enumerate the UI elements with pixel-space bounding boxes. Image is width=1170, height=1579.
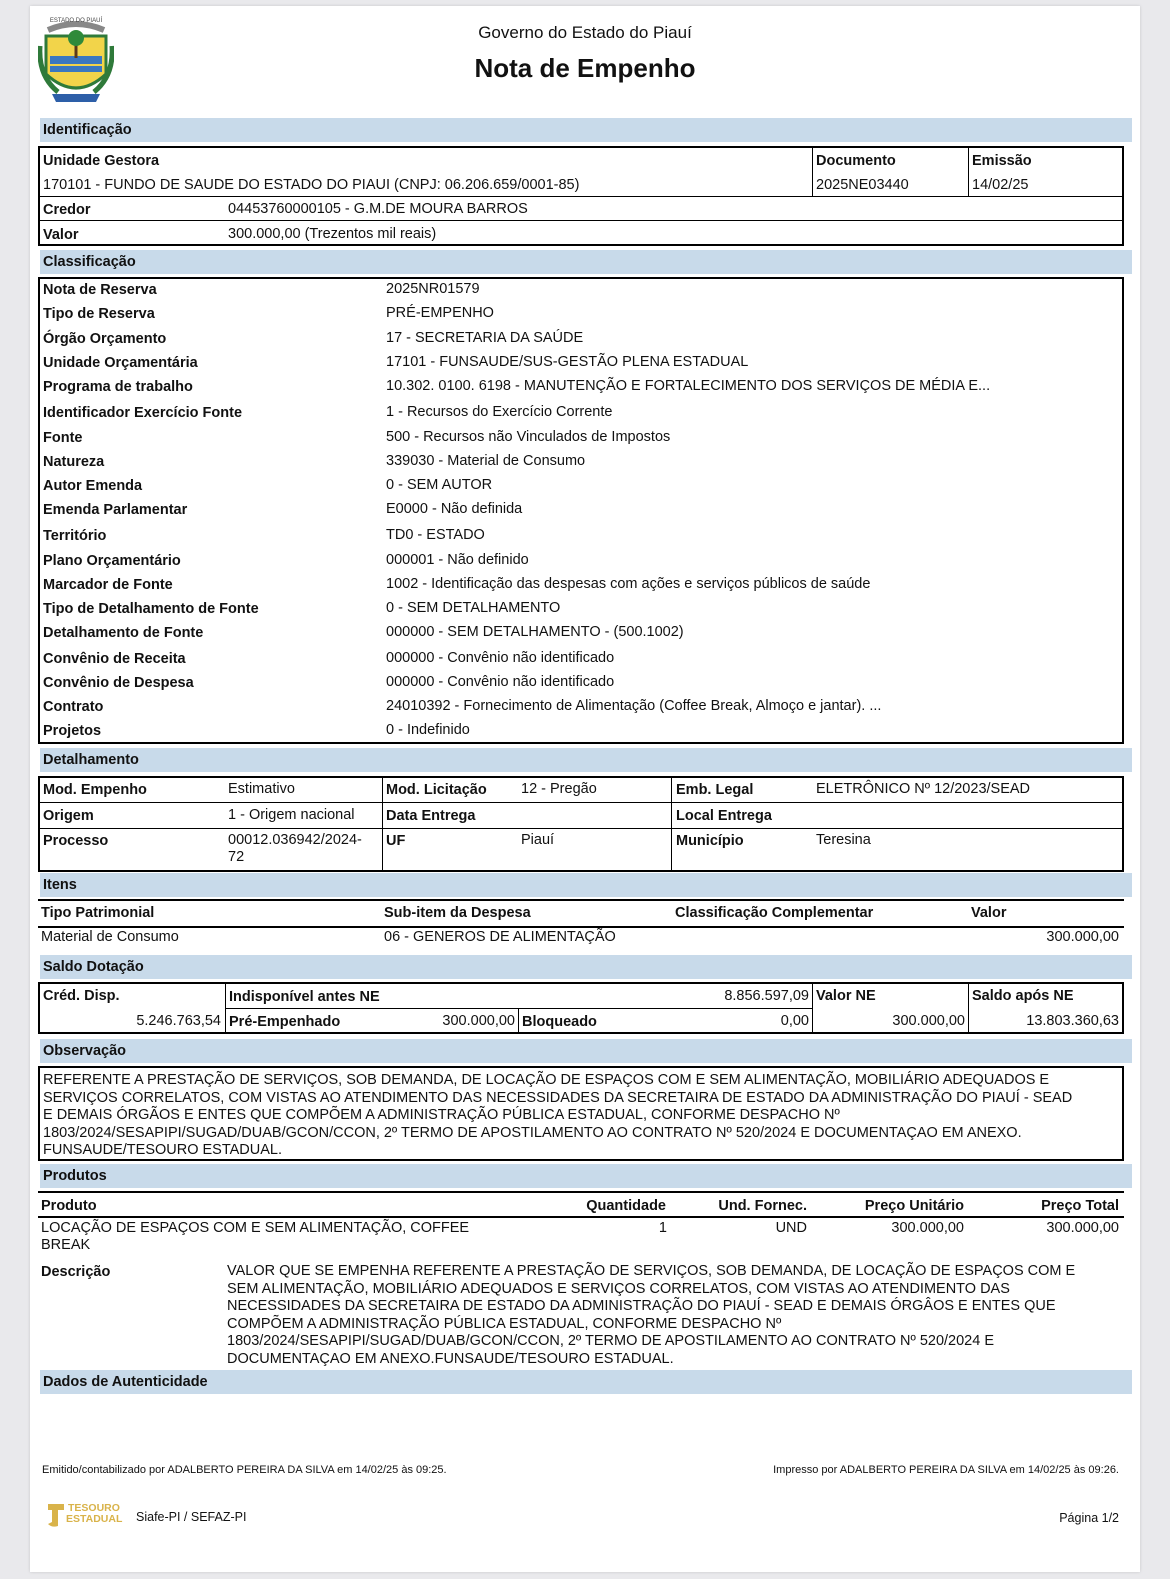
class-label: Nota de Reserva: [43, 282, 157, 298]
descricao-label: Descrição: [41, 1264, 111, 1280]
class-value: E0000 - Não definida: [386, 501, 523, 517]
observacao-line: FUNSAUDE/TESOURO ESTADUAL.: [43, 1142, 283, 1158]
emissao-label: Emissão: [972, 153, 1032, 169]
impresso-text: Impresso por ADALBERTO PEREIRA DA SILVA em 14/02/25 às 09:26.: [773, 1464, 1119, 1476]
indisponivel-label: Indisponível antes NE: [229, 989, 380, 1005]
bloqueado-label: Bloqueado: [522, 1014, 597, 1030]
uf-value: Piauí: [521, 832, 555, 848]
descricao-line: 1803/2024/SESAPIPI/SUGAD/DUAB/GCON/CCON, 2º TERMO DE APOSTILAMENTO AO CONTRATO Nº 520/2024 E: [227, 1333, 994, 1349]
pre-empenhado-value: 300.000,00: [442, 1013, 515, 1029]
credor-label: Credor: [43, 202, 91, 218]
class-label: Programa de trabalho: [43, 379, 193, 395]
class-label: Emenda Parlamentar: [43, 502, 188, 518]
class-value: 0 - Indefinido: [386, 722, 470, 738]
section-title: Detalhamento: [43, 752, 139, 768]
section-title: Identificação: [43, 122, 132, 138]
class-label: Convênio de Receita: [43, 651, 186, 667]
emb-legal-label: Emb. Legal: [676, 782, 754, 798]
logo-text-2: ESTADUAL: [66, 1513, 123, 1525]
valor-label: Valor: [43, 227, 79, 243]
observacao-line: 1803/2024/SESAPIPI/SUGAD/DUAB/GCON/CCON, 2º TERMO DE APOSTILAMENTO AO CONTRATO Nº 520/2024 E DOCUMENTAÇAO EM ANEXO.: [43, 1124, 1022, 1141]
descricao-line: COMPÕEM A ADMINISTRAÇÃO PÚBLICA ESTADUAL, CONFORME DESPACHO Nº: [227, 1315, 782, 1332]
descricao-line: SEM ALIMENTAÇÃO, MOBILIÁRIO ADEQUADOS E SERVIÇOS CORRELATOS, COM VISTAS AO ATENDIMENTO DAS: [227, 1280, 1010, 1297]
class-value: TD0 - ESTADO: [386, 527, 485, 543]
mod-empenho-label: Mod. Empenho: [43, 782, 147, 798]
coat-of-arms-text: ESTADO DO PIAUÍ: [49, 18, 103, 24]
produtos-header-quantidade: Quantidade: [586, 1198, 666, 1214]
pre-empenhado-label: Pré-Empenhado: [229, 1014, 341, 1030]
municipio-label: Município: [676, 833, 744, 849]
produto-name-line1: LOCAÇÃO DE ESPAÇOS COM E SEM ALIMENTAÇÃO, COFFEE: [41, 1220, 470, 1236]
class-value: 17 - SECRETARIA DA SAÚDE: [386, 330, 584, 346]
section-produtos: [40, 1164, 1132, 1188]
class-value: 500 - Recursos não Vinculados de Impostos: [386, 429, 671, 445]
class-value: 10.302. 0100. 6198 - MANUTENÇÃO E FORTALECIMENTO DOS SERVIÇOS DE MÉDIA E...: [386, 378, 991, 394]
indisponivel-value: 8.856.597,09: [724, 988, 809, 1004]
class-value: 000000 - SEM DETALHAMENTO - (500.1002): [386, 624, 684, 640]
processo-value-line1: 00012.036942/2024-: [228, 832, 362, 848]
itens-subitem-value: 06 - GENEROS DE ALIMENTAÇÃO: [384, 929, 616, 945]
produtos-header-preco-unitario: Preço Unitário: [864, 1198, 964, 1214]
emissao-value: 14/02/25: [972, 177, 1029, 193]
produto-quantidade: 1: [658, 1220, 667, 1236]
class-value: 000000 - Convênio não identificado: [386, 674, 615, 690]
produtos-header-und: Und. Fornec.: [718, 1198, 807, 1214]
mod-licitacao-label: Mod. Licitação: [386, 782, 487, 798]
government-name: Governo do Estado do Piauí: [478, 23, 692, 42]
itens-header-valor: Valor: [971, 905, 1007, 921]
detalhamento-box: [38, 776, 1124, 872]
saldo-box: [38, 982, 1124, 1034]
tesouro-estadual-logo: [44, 1500, 134, 1530]
produto-unidade: UND: [775, 1220, 807, 1236]
itens-header-subitem: Sub-item da Despesa: [384, 905, 531, 921]
class-value: 000000 - Convênio não identificado: [386, 650, 615, 666]
documento-value: 2025NE03440: [816, 177, 909, 193]
origem-value: 1 - Origem nacional: [228, 807, 355, 823]
class-label: Identificador Exercício Fonte: [43, 405, 243, 421]
section-identificacao: [40, 118, 1132, 142]
mod-licitacao-value: 12 - Pregão: [521, 781, 597, 797]
class-value: 0 - SEM AUTOR: [386, 477, 493, 493]
class-label: Natureza: [43, 454, 105, 470]
logo-text-1: TESOURO: [68, 1502, 120, 1514]
class-value: 2025NR01579: [386, 281, 480, 297]
valor-ne-value: 300.000,00: [892, 1013, 965, 1029]
unidade-gestora-value: 170101 - FUNDO DE SAUDE DO ESTADO DO PIAUI (CNPJ: 06.206.659/0001-85): [43, 177, 580, 193]
origem-label: Origem: [43, 808, 94, 824]
produtos-header-preco-total: Preço Total: [1041, 1198, 1119, 1214]
produto-name-line2: BREAK: [41, 1237, 91, 1253]
section-detalhamento: [40, 748, 1132, 772]
uf-label: UF: [386, 833, 406, 849]
saldo-apos-label: Saldo após NE: [972, 988, 1074, 1004]
class-label: Autor Emenda: [43, 478, 143, 494]
class-value: PRÉ-EMPENHO: [386, 305, 494, 321]
descricao-text: [227, 1263, 1075, 1368]
class-value: 1002 - Identificação das despesas com ações e serviços públicos de saúde: [386, 576, 871, 592]
class-label: Detalhamento de Fonte: [43, 625, 204, 641]
produto-preco-unitario: 300.000,00: [891, 1220, 964, 1236]
section-title: Observação: [43, 1043, 127, 1059]
class-value: 0 - SEM DETALHAMENTO: [386, 600, 561, 616]
document-page: [30, 6, 1140, 1572]
cred-disp-value: 5.246.763,54: [136, 1013, 221, 1029]
credor-value: 04453760000105 - G.M.DE MOURA BARROS: [228, 201, 528, 217]
processo-label: Processo: [43, 833, 109, 849]
section-autenticidade: [40, 1370, 1132, 1394]
data-entrega-label: Data Entrega: [386, 808, 476, 824]
class-label: Tipo de Detalhamento de Fonte: [43, 601, 259, 617]
section-observacao: [40, 1039, 1132, 1063]
itens-valor-value: 300.000,00: [1046, 929, 1119, 945]
class-label: Projetos: [43, 723, 102, 739]
descricao-line: VALOR QUE SE EMPENHA REFERENTE A PRESTAÇÃO DE SERVIÇOS, SOB DEMANDA, DE LOCAÇÃO DE ESPAÇOS COM E: [227, 1263, 1076, 1279]
section-classificacao: [40, 250, 1132, 274]
class-label: Unidade Orçamentária: [43, 355, 198, 371]
processo-value-line2: 72: [228, 849, 245, 865]
section-title: Itens: [43, 877, 77, 893]
page-number: Página 1/2: [1059, 1511, 1119, 1525]
classificacao-box: [38, 277, 1124, 744]
section-saldo-dotacao: [40, 955, 1132, 979]
page-title: Nota de Empenho: [474, 53, 696, 83]
valor-value: 300.000,00 (Trezentos mil reais): [228, 226, 437, 242]
class-label: Território: [43, 528, 107, 544]
observacao-line: E DEMAIS ÓRGÃOS E ENTES QUE COMPÕEM A ADMINISTRAÇÃO PÚBLICA ESTADUAL, CONFORME DESPACHO Nº: [43, 1107, 840, 1123]
bloqueado-value: 0,00: [780, 1013, 809, 1029]
itens-header-classificacao: Classificação Complementar: [675, 905, 874, 921]
class-label: Tipo de Reserva: [43, 306, 155, 322]
class-value: 1 - Recursos do Exercício Corrente: [386, 404, 613, 420]
section-title: Classificação: [43, 254, 136, 270]
itens-header-tipo: Tipo Patrimonial: [41, 905, 155, 921]
itens-tipo-value: Material de Consumo: [41, 929, 179, 945]
class-label: Contrato: [43, 699, 104, 715]
local-entrega-label: Local Entrega: [676, 808, 772, 824]
section-title: Dados de Autenticidade: [43, 1374, 208, 1390]
system-name: Siafe-PI / SEFAZ-PI: [136, 1510, 247, 1524]
class-value: 17101 - FUNSAUDE/SUS-GESTÃO PLENA ESTADUAL: [386, 354, 749, 370]
class-label: Fonte: [43, 430, 83, 446]
class-value: 000001 - Não definido: [386, 552, 529, 568]
observacao-box: [38, 1066, 1124, 1161]
emb-legal-value: ELETRÔNICO Nº 12/2023/SEAD: [816, 781, 1031, 797]
unidade-gestora-label: Unidade Gestora: [43, 153, 160, 169]
cred-disp-label: Créd. Disp.: [43, 988, 120, 1004]
section-title: Saldo Dotação: [43, 959, 144, 975]
descricao-line: DOCUMENTAÇAO EM ANEXO.FUNSAUDE/TESOURO ESTADUAL.: [227, 1350, 674, 1367]
class-label: Órgão Orçamento: [43, 331, 167, 347]
class-value: 339030 - Material de Consumo: [386, 453, 586, 469]
produto-preco-total: 300.000,00: [1046, 1220, 1119, 1236]
section-itens: [40, 873, 1132, 897]
section-title: Produtos: [43, 1168, 107, 1184]
documento-label: Documento: [816, 153, 896, 169]
observacao-line: SERVIÇOS CORRELATOS, COM VISTAS AO ATENDIMENTO DAS NECESSIDADES DA SECRETAIRA DE ESTADO DA ADMINISTRAÇÃO DO PIAUÍ - SEAD: [43, 1089, 1073, 1106]
class-label: Convênio de Despesa: [43, 675, 194, 691]
municipio-value: Teresina: [816, 832, 871, 848]
valor-ne-label: Valor NE: [816, 988, 876, 1004]
mod-empenho-value: Estimativo: [228, 781, 295, 797]
descricao-line: NECESSIDADES DA SECRETAIRA DE ESTADO DA ADMINISTRAÇÃO DO PIAUÍ - SEAD E DEMAIS ÓRGÂOS E ENTES QUE: [227, 1298, 1056, 1314]
class-label: Plano Orçamentário: [43, 553, 181, 569]
produtos-header-produto: Produto: [41, 1198, 97, 1214]
class-value: 24010392 - Fornecimento de Alimentação (Coffee Break, Almoço e jantar). ...: [386, 698, 882, 714]
identificacao-box: [38, 146, 1124, 246]
class-label: Marcador de Fonte: [43, 577, 173, 593]
emitido-text: Emitido/contabilizado por ADALBERTO PEREIRA DA SILVA em 14/02/25 às 09:25.: [42, 1464, 447, 1476]
saldo-apos-value: 13.803.360,63: [1026, 1013, 1119, 1029]
observacao-line: REFERENTE A PRESTAÇÃO DE SERVIÇOS, SOB DEMANDA, DE LOCAÇÃO DE ESPAÇOS COM E SEM ALIMENTAÇÃO, MOBILIÁRIO ADEQUADOS E: [43, 1072, 1050, 1088]
